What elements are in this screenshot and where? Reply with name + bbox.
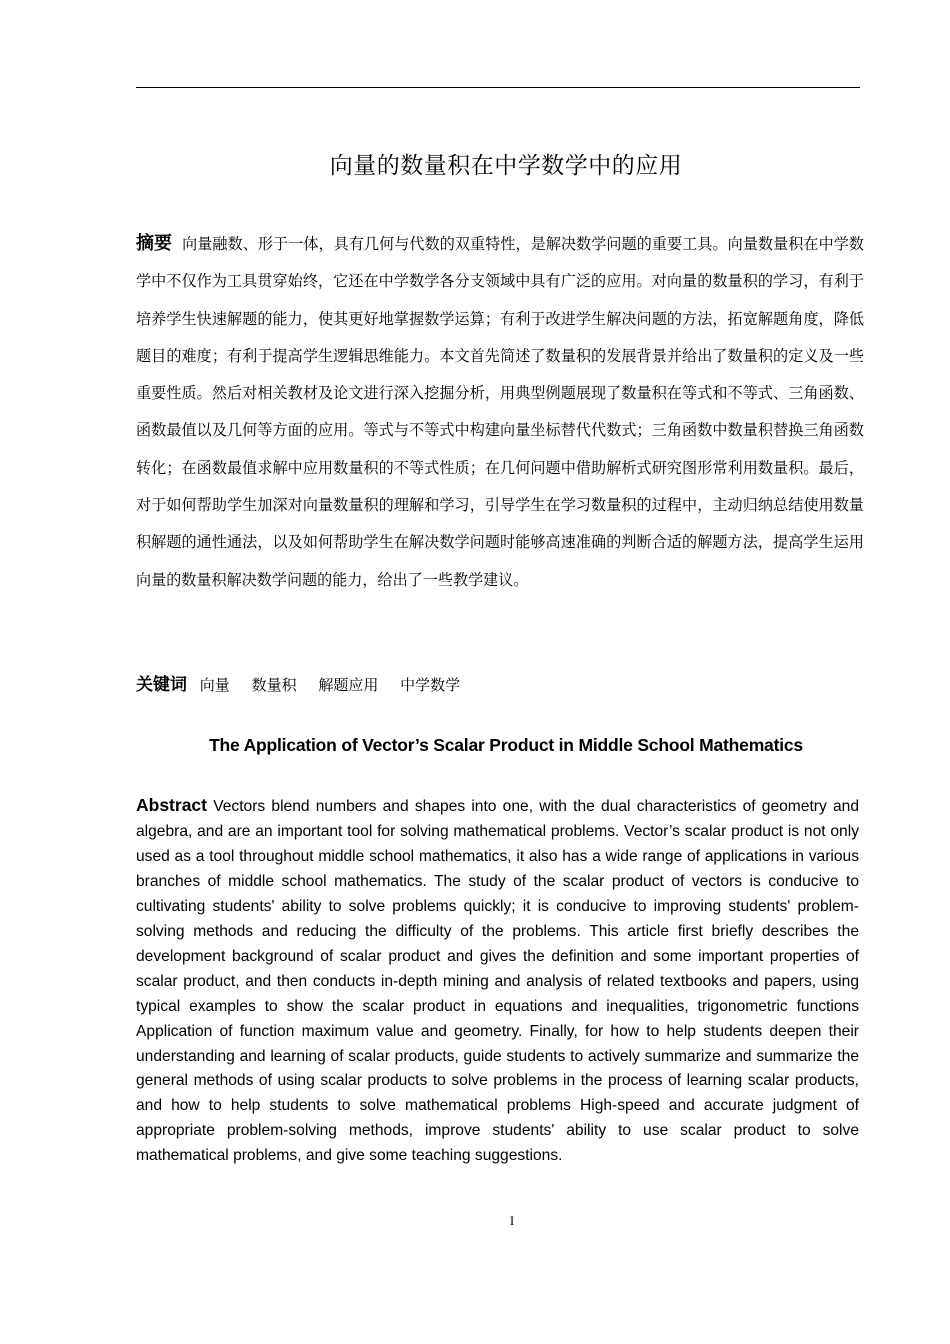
page-number: I — [509, 1213, 515, 1228]
english-title: The Application of Vector’s Scalar Product in Middle School Mathematics — [209, 735, 803, 755]
chinese-title: 向量的数量积在中学数学中的应用 — [329, 153, 683, 179]
keyword-scalar-product: 数量积 — [251, 676, 297, 694]
chinese-abstract-label: 摘要 — [136, 233, 173, 254]
chinese-keywords — [136, 668, 860, 702]
keyword-vector: 向量 — [199, 676, 230, 694]
chinese-keywords-label: 关键词 — [136, 675, 187, 695]
english-abstract — [136, 793, 859, 1169]
english-abstract-text: Vectors blend numbers and shapes into one, with the dual characteristics of geometry and algebra, and are an important tool for solving mathematical problems. Vector’s scalar product is not only used as a tool throughout middle school mathematics, it also has a wide range of applications in various branches of middle school mathematics. The study of the scalar product of vectors is conducive to cultivating students' ability to solve problems quickly; it is conducive to improving students' problem-solving methods and reducing the difficulty of the problems. This article first briefly describes the development background of scalar product and gives the definition and some important properties of scalar product, and then conducts in-depth mining and analysis of related textbooks and papers, using typical examples to show the scalar product in equations and inequalities, trigonometric functions Application of function maximum value and geometry. Finally, for how to help students deepen their understanding and learning of scalar products, guide students to actively summarize and summarize the general methods of using scalar products to solve problems in the process of learning scalar products, and how to help students to solve mathematical problems High-speed and accurate judgment of appropriate problem-solving methods, improve students' ability to use scalar product to solve mathematical problems, and give some teaching suggestions. — [136, 798, 859, 1165]
chinese-abstract-text: 向量融数、形于一体，具有几何与代数的双重特性，是解决数学问题的重要工具。向量数量积在中学数学中不仅作为工具贯穿始终，它还在中学数学各分支领域中具有广泛的应用。对向量的数量积的学习，有利于培养学生快速解题的能力，使其更好地掌握数学运算；有利于改进学生解决问题的方法，拓宽解题角度，降低题目的难度；有利于提高学生逻辑思维能力。本文首先简述了数量积的发展背景并给出了数量积的定义及一些重要性质。然后对相关教材及论文进行深入挖掘分析，用典型例题展现了数量积在等式和不等式、三角函数、函数最值以及几何等方面的应用。等式与不等式中构建向量坐标替代代数式；三角函数中数量积替换三角函数转化；在函数最值求解中应用数量积的不等式性质；在几何问题中借助解析式研究图形常利用数量积。最后，对于如何帮助学生加深对向量数量积的理解和学习，引导学生在学习数量积的过程中，主动归纳总结使用数量积解题的通性通法，以及如何帮助学生在解决数学问题时能够高速准确的判断合适的解题方法，提高学生运用向量的数量积解决数学问题的能力，给出了一些教学建议。 — [136, 235, 864, 589]
keyword-middle-school-math: 中学数学 — [400, 676, 461, 694]
header-rule — [136, 87, 860, 88]
english-abstract-label: Abstract — [136, 795, 207, 815]
keyword-problem-solving: 解题应用 — [318, 676, 379, 694]
chinese-abstract — [136, 225, 864, 599]
